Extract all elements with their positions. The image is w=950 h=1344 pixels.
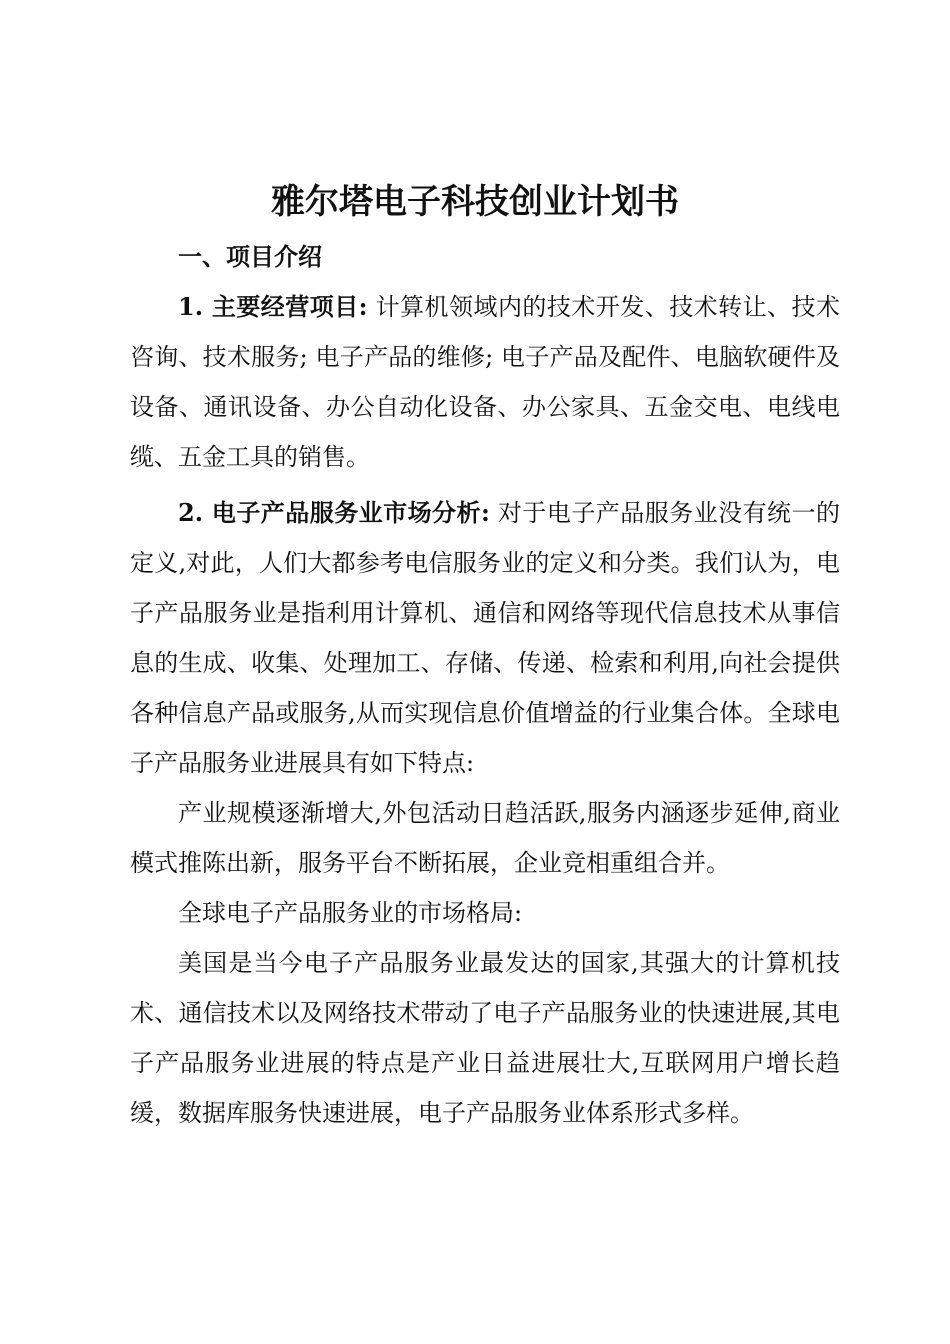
item-text-main-business: 计算机领域内的技术开发、技术转让、技术咨询、技术服务; 电子产品的维修; 电子产品及配件、电脑软硬件及设备、通讯设备、办公自动化设备、办公家具、五金交电、电线电缆、五金工具的销售。 (130, 293, 840, 471)
item-text-market-analysis: 对于电子产品服务业没有统一的定义,对此，人们大都参考电信服务业的定义和分类。我们认为，电子产品服务业是指利用计算机、通信和网络等现代信息技术从事信息的生成、收集、处理加工、存储、传递、检索和利用,向社会提供各种信息产品或服务,从而实现信息价值增益的行业集合体。全球电子产品服务业进展具有如下特点: (130, 499, 840, 777)
document-body (130, 232, 840, 1138)
paragraph-market-landscape: 全球电子产品服务业的市场格局: (178, 899, 523, 927)
paragraph-market-analysis (130, 488, 840, 788)
item-label-market-analysis: 2. 电子产品服务业市场分析: (178, 498, 490, 527)
paragraph-usa-overview: 美国是当今电子产品服务业最发达的国家,其强大的计算机技术、通信技术以及网络技术带动了电子产品服务业的快速进展,其电子产品服务业进展的特点是产业日益进展壮大,互联网用户增长趋缓，数据库服务快速进展，电子产品服务业体系形式多样。 (130, 949, 840, 1127)
paragraph-industry-features: 产业规模逐渐增大,外包活动日趋活跃,服务内涵逐步延伸,商业模式推陈出新，服务平台不断拓展，企业竞相重组合并。 (130, 799, 840, 877)
document-title: 雅尔塔电子科技创业计划书 (271, 182, 679, 222)
item-label-main-business: 1. 主要经营项目: (178, 292, 368, 321)
paragraph-main-business (130, 282, 840, 482)
section-heading-project-intro: 一、项目介绍 (178, 242, 322, 271)
